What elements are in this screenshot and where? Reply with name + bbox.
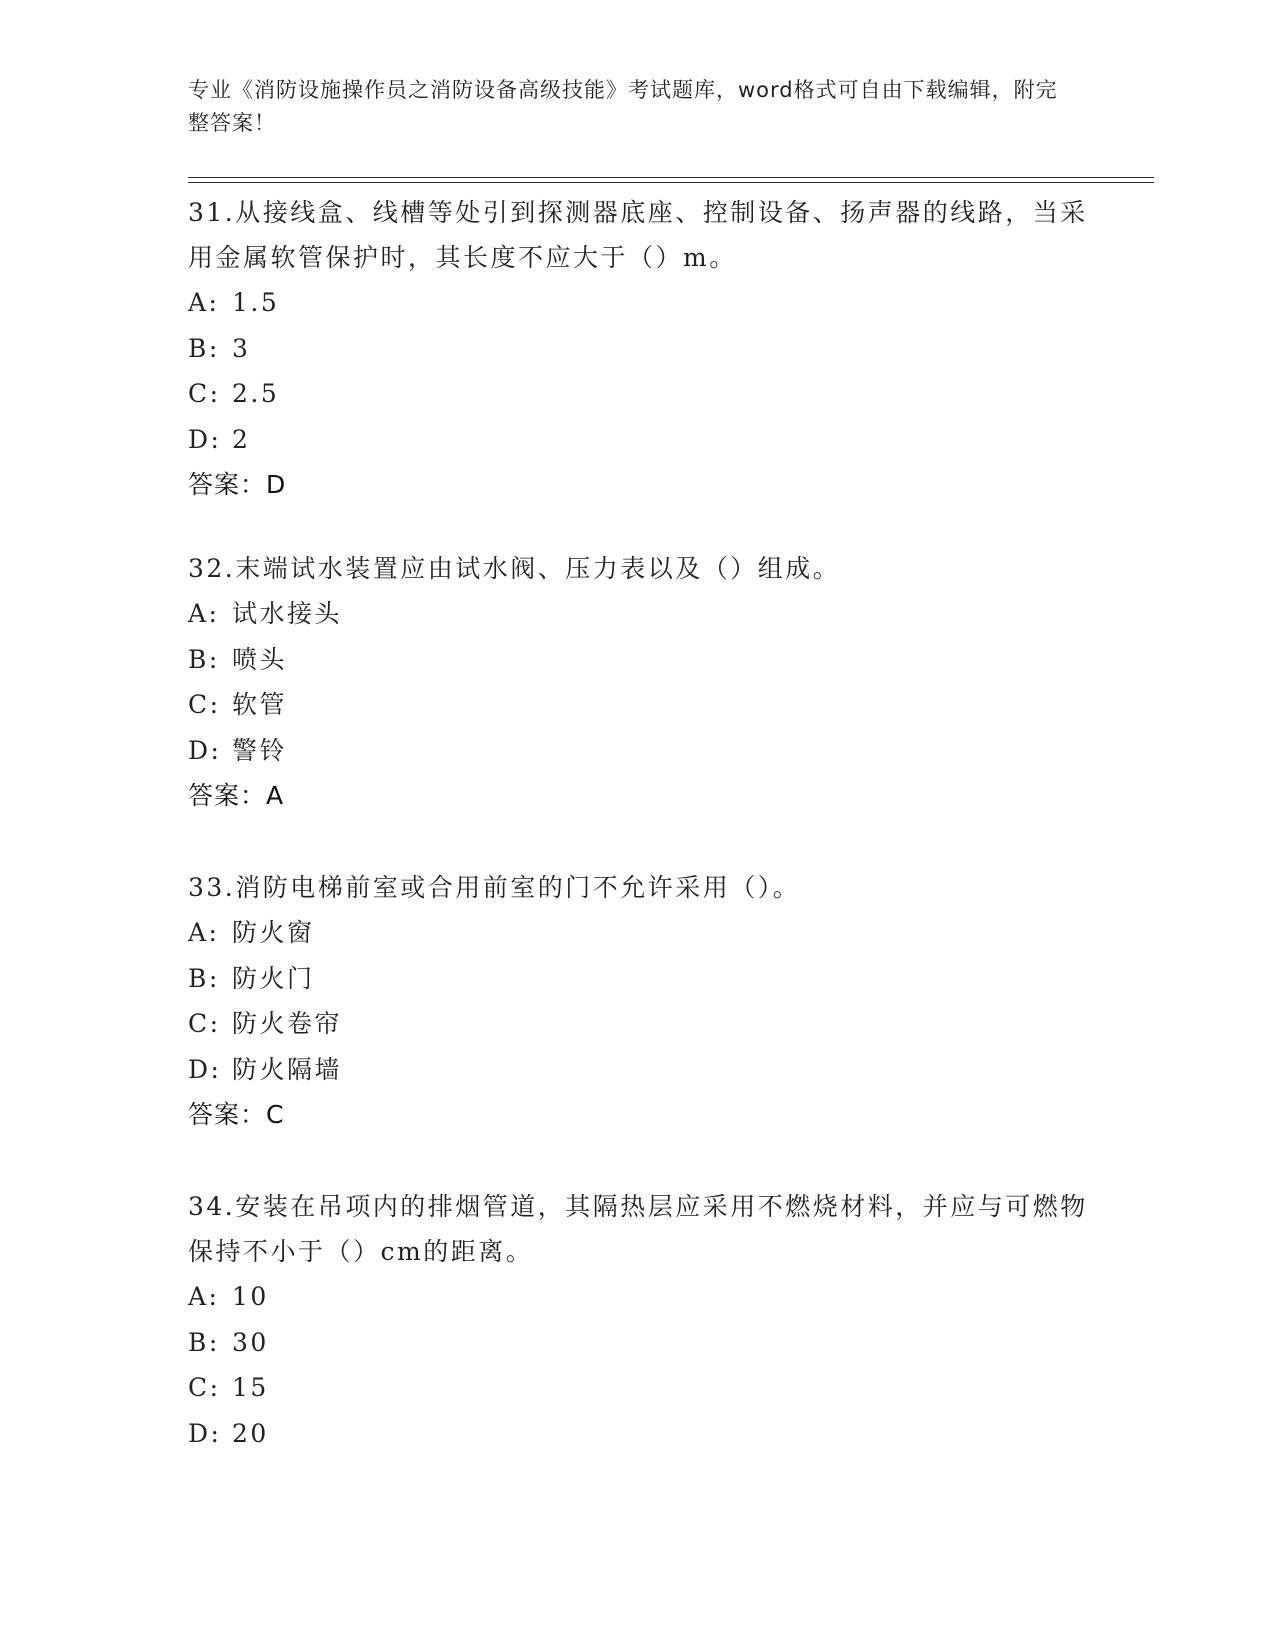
option-text: 1.5 [232, 288, 280, 317]
option-key: B: [188, 333, 220, 363]
option-text: 2.5 [232, 379, 280, 408]
option-key: B: [188, 644, 220, 674]
header-divider-top [188, 177, 1154, 178]
option-text: 30 [232, 1327, 269, 1357]
option-text: 防火窗 [232, 918, 315, 947]
option-key: D: [188, 1054, 222, 1084]
answer-label: 答案：D [188, 470, 287, 499]
option-key: D: [188, 1418, 222, 1448]
option-text: 15 [232, 1373, 269, 1402]
option-key: B: [188, 963, 220, 993]
option-a [188, 591, 1088, 637]
option-text: 警铃 [232, 735, 288, 765]
option-key: C: [188, 690, 221, 719]
option-text: 防火隔墙 [232, 1054, 343, 1084]
option-key: D: [188, 424, 222, 454]
option-key: C: [188, 1373, 221, 1402]
option-key: B: [188, 1327, 220, 1357]
option-text: 3 [232, 333, 251, 363]
option-d [188, 417, 1088, 463]
question-33 [188, 865, 1088, 1137]
option-text: 20 [232, 1418, 269, 1448]
option-d [188, 1047, 1088, 1093]
option-b [188, 637, 1088, 683]
option-text: 防火卷帘 [232, 1009, 343, 1038]
option-text: 软管 [232, 690, 288, 719]
question-31 [188, 190, 1088, 507]
option-c [188, 682, 1088, 728]
question-stem: 31.从接线盒、线槽等处引到探测器底座、控制设备、扬声器的线路，当采用金属软管保护时，其长度不应大于（）m。 [188, 198, 1088, 272]
question-stem: 34.安装在吊项内的排烟管道，其隔热层应采用不燃烧材料，并应与可燃物保持不小于（）cm的距离。 [188, 1192, 1088, 1266]
option-text: 2 [232, 424, 251, 454]
option-a [188, 1274, 1088, 1320]
option-b [188, 1320, 1088, 1366]
option-text: 喷头 [232, 644, 288, 674]
option-key: D: [188, 735, 222, 765]
document-header: 专业《消防设施操作员之消防设备高级技能》考试题库，word格式可自由下载编辑，附完整答案！ [188, 78, 1058, 135]
option-key: A: [188, 1282, 220, 1311]
option-text: 试水接头 [232, 599, 343, 628]
answer-label: 答案：C [188, 1100, 285, 1129]
option-a [188, 910, 1088, 956]
option-a [188, 280, 1088, 326]
option-key: A: [188, 288, 220, 317]
option-key: A: [188, 918, 220, 947]
question-stem: 32.末端试水装置应由试水阀、压力表以及（）组成。 [188, 554, 841, 583]
option-key: C: [188, 1009, 221, 1038]
header-divider-bottom [188, 182, 1154, 183]
option-b [188, 326, 1088, 372]
option-key: A: [188, 599, 220, 628]
option-c [188, 371, 1088, 417]
option-d [188, 728, 1088, 774]
question-32 [188, 546, 1088, 818]
option-text: 10 [232, 1282, 269, 1311]
option-c [188, 1365, 1088, 1411]
question-34 [188, 1184, 1088, 1456]
option-c [188, 1001, 1088, 1047]
option-d [188, 1411, 1088, 1457]
option-text: 防火门 [232, 963, 315, 993]
option-b [188, 956, 1088, 1002]
answer-label: 答案：A [188, 781, 285, 810]
question-stem: 33.消防电梯前室或合用前室的门不允许采用（）。 [188, 873, 801, 902]
option-key: C: [188, 379, 221, 408]
